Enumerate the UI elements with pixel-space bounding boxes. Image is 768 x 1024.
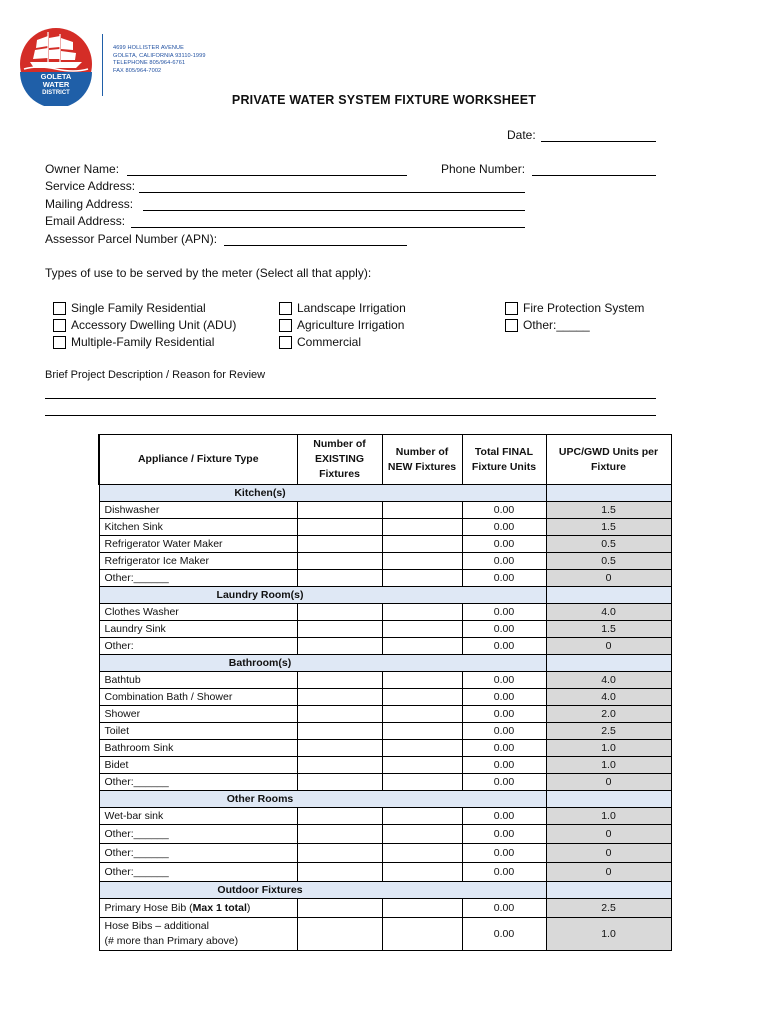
new-count-input[interactable] xyxy=(382,553,462,570)
fixture-name-close: ) xyxy=(246,902,251,914)
existing-count-input[interactable] xyxy=(297,519,382,536)
total-units: 0.00 xyxy=(462,757,546,774)
option-landscape-irrigation: Landscape Irrigation xyxy=(297,301,406,315)
phone-number-label: Phone Number: xyxy=(441,162,526,176)
total-units: 0.00 xyxy=(462,553,546,570)
fixture-name-line-1: Hose Bibs – additional xyxy=(104,920,209,932)
page-title: PRIVATE WATER SYSTEM FIXTURE WORKSHEET xyxy=(231,93,537,107)
address-line: GOLETA, CALIFORNIA 93110-1999 xyxy=(113,52,206,59)
units-per-fixture: 0 xyxy=(546,638,671,655)
total-units: 0.00 xyxy=(462,638,546,655)
table-row xyxy=(99,757,671,774)
section-row-kitchen xyxy=(99,485,671,502)
total-units: 0.00 xyxy=(462,570,546,587)
units-per-fixture: 4.0 xyxy=(546,689,671,706)
total-units: 0.00 xyxy=(462,844,546,863)
units-per-fixture: 2.0 xyxy=(546,706,671,723)
fixture-name-line-2: (# more than Primary above) xyxy=(104,935,239,947)
fixture-name-text: Primary Hose Bib ( xyxy=(104,902,193,914)
table-row xyxy=(99,808,671,825)
existing-count-input[interactable] xyxy=(297,570,382,587)
header-fixture-type: Appliance / Fixture Type xyxy=(99,435,297,485)
email-address-field[interactable] xyxy=(131,227,525,228)
total-units: 0.00 xyxy=(462,604,546,621)
existing-count-input[interactable] xyxy=(297,774,382,791)
logo-text-water: WATER xyxy=(42,80,70,89)
units-per-fixture: 0 xyxy=(546,825,671,844)
existing-count-input[interactable] xyxy=(297,553,382,570)
existing-count-input[interactable] xyxy=(297,899,382,918)
option-single-family: Single Family Residential xyxy=(71,301,206,315)
table-row xyxy=(99,899,671,918)
table-row xyxy=(99,621,671,638)
new-count-input[interactable] xyxy=(382,740,462,757)
table-row xyxy=(99,706,671,723)
total-units: 0.00 xyxy=(462,918,546,951)
table-row xyxy=(99,502,671,519)
table-row xyxy=(99,536,671,553)
existing-count-input[interactable] xyxy=(297,672,382,689)
section-units-cell xyxy=(546,882,671,899)
new-count-input[interactable] xyxy=(382,638,462,655)
fixture-name: Other:______ xyxy=(99,570,297,587)
use-types-prompt: Types of use to be served by the meter (Select all that apply): xyxy=(45,266,372,280)
table-row xyxy=(99,689,671,706)
apn-label: Assessor Parcel Number (APN): xyxy=(45,232,218,246)
fixture-name: Other:______ xyxy=(99,774,297,791)
option-commercial: Commercial xyxy=(297,335,362,349)
existing-count-input[interactable] xyxy=(297,844,382,863)
logo-text-district: DISTRICT xyxy=(42,90,70,96)
mailing-address-label: Mailing Address: xyxy=(45,197,134,211)
owner-name-label: Owner Name: xyxy=(45,162,120,176)
existing-count-input[interactable] xyxy=(297,502,382,519)
fixture-name xyxy=(99,899,297,918)
new-count-input[interactable] xyxy=(382,502,462,519)
new-count-input[interactable] xyxy=(382,519,462,536)
checkbox-fire-protection[interactable] xyxy=(505,302,518,315)
table-row xyxy=(99,723,671,740)
fixture-name: Bathroom Sink xyxy=(99,740,297,757)
new-count-input[interactable] xyxy=(382,808,462,825)
existing-count-input[interactable] xyxy=(297,918,382,951)
new-count-input[interactable] xyxy=(382,918,462,951)
table-row xyxy=(99,672,671,689)
fixture-name: Bathtub xyxy=(99,672,297,689)
section-title: Bathroom(s) xyxy=(99,655,546,672)
total-units: 0.00 xyxy=(462,808,546,825)
new-count-input[interactable] xyxy=(382,723,462,740)
checkbox-commercial[interactable] xyxy=(279,336,292,349)
fixture-name: Laundry Sink xyxy=(99,621,297,638)
address-line: 4699 HOLLISTER AVENUE xyxy=(113,45,185,51)
existing-count-input[interactable] xyxy=(297,689,382,706)
new-count-input[interactable] xyxy=(382,604,462,621)
section-title: Laundry Room(s) xyxy=(99,587,546,604)
option-adu: Accessory Dwelling Unit (ADU) xyxy=(71,318,237,332)
total-units: 0.00 xyxy=(462,536,546,553)
section-units-cell xyxy=(546,485,671,502)
table-row xyxy=(99,844,671,863)
total-units: 0.00 xyxy=(462,519,546,536)
fixture-name: Bidet xyxy=(99,757,297,774)
mailing-address-field[interactable] xyxy=(143,210,525,211)
total-units: 0.00 xyxy=(462,672,546,689)
checkbox-agriculture-irrigation[interactable] xyxy=(279,319,292,332)
total-units: 0.00 xyxy=(462,740,546,757)
total-units: 0.00 xyxy=(462,723,546,740)
total-units: 0.00 xyxy=(462,502,546,519)
units-per-fixture: 1.0 xyxy=(546,808,671,825)
new-count-input[interactable] xyxy=(382,689,462,706)
fixture-name xyxy=(99,918,297,951)
table-row xyxy=(99,918,671,951)
header-existing: Number of EXISTING Fixtures xyxy=(297,435,382,485)
project-description-label: Brief Project Description / Reason for Review xyxy=(45,369,266,381)
units-per-fixture: 4.0 xyxy=(546,672,671,689)
district-address-block xyxy=(113,45,206,75)
section-row-other-rooms xyxy=(99,791,671,808)
units-per-fixture: 0 xyxy=(546,570,671,587)
fixture-name: Clothes Washer xyxy=(99,604,297,621)
fixture-name: Toilet xyxy=(99,723,297,740)
new-count-input[interactable] xyxy=(382,899,462,918)
existing-count-input[interactable] xyxy=(297,621,382,638)
units-per-fixture: 1.5 xyxy=(546,621,671,638)
new-count-input[interactable] xyxy=(382,672,462,689)
fixture-name: Other:______ xyxy=(99,863,297,882)
existing-count-input[interactable] xyxy=(297,808,382,825)
new-count-input[interactable] xyxy=(382,825,462,844)
checkbox-landscape-irrigation[interactable] xyxy=(279,302,292,315)
option-other-use: Other:_____ xyxy=(523,318,590,332)
table-row xyxy=(99,863,671,882)
table-row xyxy=(99,519,671,536)
address-line: FAX 805/964-7002 xyxy=(113,67,162,74)
existing-count-input[interactable] xyxy=(297,536,382,553)
section-units-cell xyxy=(546,655,671,672)
new-count-input[interactable] xyxy=(382,844,462,863)
section-title: Outdoor Fixtures xyxy=(99,882,546,899)
section-row-bathroom xyxy=(99,655,671,672)
fixture-name-emphasis: Max 1 total xyxy=(192,902,247,914)
section-units-cell xyxy=(546,587,671,604)
project-description-line-1[interactable] xyxy=(45,398,656,399)
units-per-fixture: 1.5 xyxy=(546,502,671,519)
total-units: 0.00 xyxy=(462,825,546,844)
units-per-fixture: 0 xyxy=(546,774,671,791)
units-per-fixture: 0 xyxy=(546,863,671,882)
existing-count-input[interactable] xyxy=(297,825,382,844)
fixture-name: Refrigerator Water Maker xyxy=(99,536,297,553)
units-per-fixture: 4.0 xyxy=(546,604,671,621)
header-units: UPC/GWD Units per Fixture xyxy=(546,435,671,485)
table-row xyxy=(99,638,671,655)
units-per-fixture: 1.5 xyxy=(546,519,671,536)
new-count-input[interactable] xyxy=(382,621,462,638)
checkbox-single-family[interactable] xyxy=(53,302,66,315)
existing-count-input[interactable] xyxy=(297,706,382,723)
new-count-input[interactable] xyxy=(382,706,462,723)
section-title: Kitchen(s) xyxy=(99,485,546,502)
new-count-input[interactable] xyxy=(382,863,462,882)
units-per-fixture: 1.0 xyxy=(546,740,671,757)
fixture-name: Dishwasher xyxy=(99,502,297,519)
fixture-name: Combination Bath / Shower xyxy=(99,689,297,706)
units-per-fixture: 0.5 xyxy=(546,553,671,570)
units-per-fixture: 0.5 xyxy=(546,536,671,553)
owner-name-field[interactable] xyxy=(127,175,407,176)
logo-text-goleta: GOLETA xyxy=(40,72,72,81)
units-per-fixture: 0 xyxy=(546,844,671,863)
units-per-fixture: 1.0 xyxy=(546,757,671,774)
fixture-name: Other: xyxy=(99,638,297,655)
existing-count-input[interactable] xyxy=(297,757,382,774)
checkbox-other-use[interactable] xyxy=(505,319,518,332)
units-per-fixture: 1.0 xyxy=(546,918,671,951)
header-total: Total FINAL Fixture Units xyxy=(462,435,546,485)
fixture-name: Wet-bar sink xyxy=(99,808,297,825)
checkbox-adu[interactable] xyxy=(53,319,66,332)
apn-field[interactable] xyxy=(224,245,407,246)
checkbox-multi-family[interactable] xyxy=(53,336,66,349)
existing-count-input[interactable] xyxy=(297,638,382,655)
fixture-name: Shower xyxy=(99,706,297,723)
existing-count-input[interactable] xyxy=(297,740,382,757)
new-count-input[interactable] xyxy=(382,536,462,553)
table-row xyxy=(99,825,671,844)
table-row xyxy=(99,740,671,757)
total-units: 0.00 xyxy=(462,689,546,706)
total-units: 0.00 xyxy=(462,863,546,882)
date-label: Date: xyxy=(507,128,536,142)
new-count-input[interactable] xyxy=(382,570,462,587)
section-units-cell xyxy=(546,791,671,808)
units-per-fixture: 2.5 xyxy=(546,723,671,740)
fixture-name: Refrigerator Ice Maker xyxy=(99,553,297,570)
date-field[interactable] xyxy=(541,141,656,142)
new-count-input[interactable] xyxy=(382,757,462,774)
total-units: 0.00 xyxy=(462,899,546,918)
existing-count-input[interactable] xyxy=(297,863,382,882)
option-agriculture-irrigation: Agriculture Irrigation xyxy=(297,318,405,332)
existing-count-input[interactable] xyxy=(297,604,382,621)
fixture-name: Kitchen Sink xyxy=(99,519,297,536)
table-row xyxy=(99,570,671,587)
section-row-outdoor xyxy=(99,882,671,899)
table-row xyxy=(99,774,671,791)
address-line: TELEPHONE 805/964-6761 xyxy=(113,60,186,67)
table-header-row xyxy=(99,435,671,485)
service-address-field[interactable] xyxy=(139,192,525,193)
fixture-name: Other:______ xyxy=(99,844,297,863)
total-units: 0.00 xyxy=(462,774,546,791)
total-units: 0.00 xyxy=(462,706,546,723)
section-row-laundry xyxy=(99,587,671,604)
project-description-line-2[interactable] xyxy=(45,415,656,416)
logo-divider xyxy=(102,34,103,96)
table-row xyxy=(99,604,671,621)
phone-number-field[interactable] xyxy=(532,175,656,176)
new-count-input[interactable] xyxy=(382,774,462,791)
option-fire-protection: Fire Protection System xyxy=(523,301,645,315)
section-title: Other Rooms xyxy=(99,791,546,808)
option-multi-family: Multiple-Family Residential xyxy=(71,335,215,349)
fixture-table xyxy=(98,434,672,951)
total-units: 0.00 xyxy=(462,621,546,638)
email-address-label: Email Address: xyxy=(45,214,126,228)
units-per-fixture: 2.5 xyxy=(546,899,671,918)
fixture-name: Other:______ xyxy=(99,825,297,844)
table-row xyxy=(99,553,671,570)
existing-count-input[interactable] xyxy=(297,723,382,740)
header-new: Number of NEW Fixtures xyxy=(382,435,462,485)
service-address-label: Service Address: xyxy=(45,179,136,193)
